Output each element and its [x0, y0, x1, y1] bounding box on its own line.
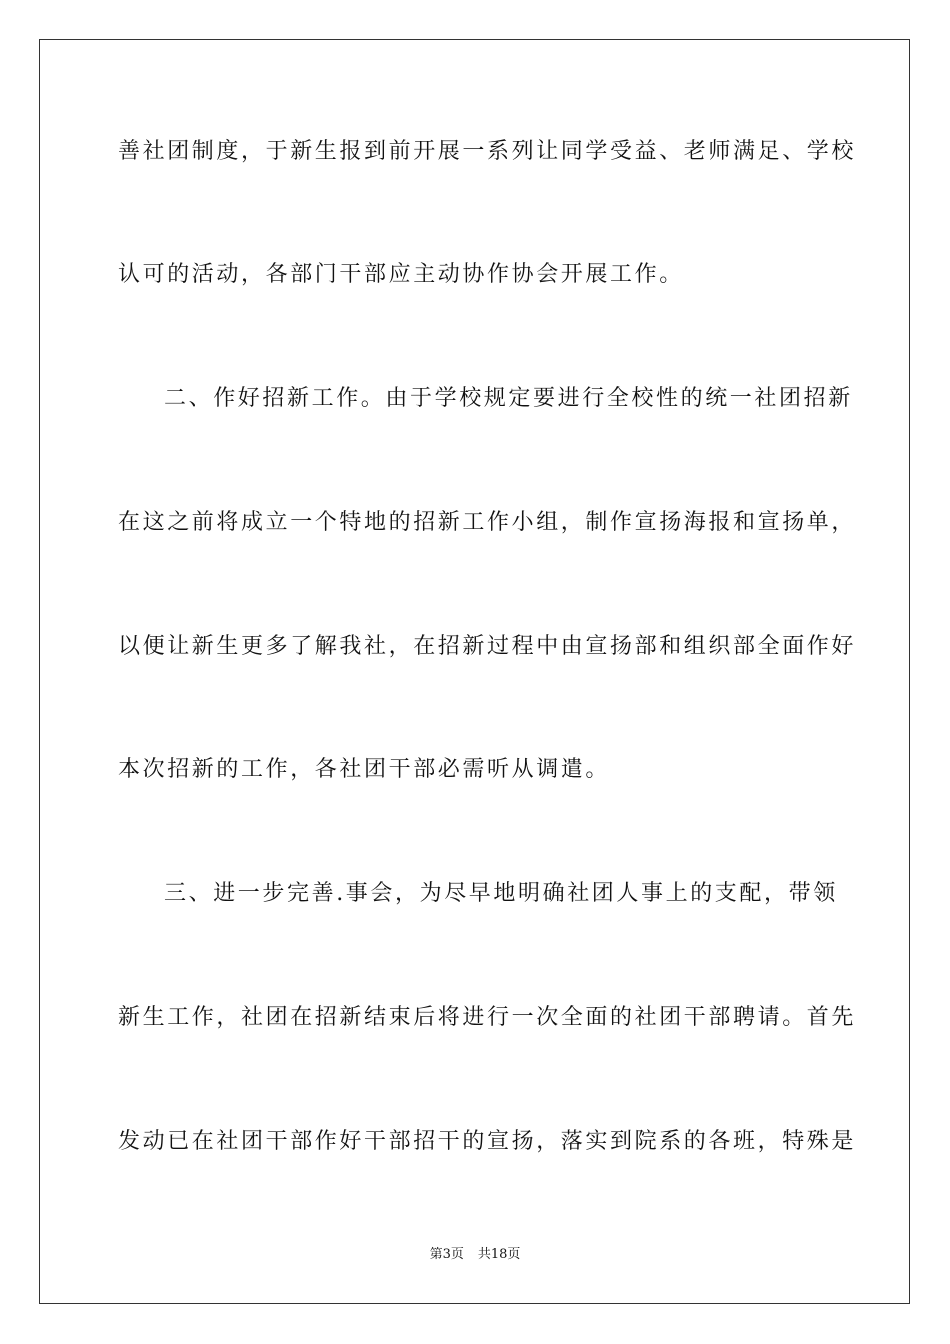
body-line-9: 发动已在社团干部作好干部招干的宣扬，落实到院系的各班，特殊是 — [118, 1129, 857, 1154]
body-line-5: 以便让新生更多了解我社，在招新过程中由宣扬部和组织部全面作好 — [118, 634, 857, 659]
page-frame — [39, 39, 910, 1304]
body-line-2: 认可的活动，各部门干部应主动协作协会开展工作。 — [118, 262, 684, 287]
body-line-1: 善社团制度，于新生报到前开展一系列让同学受益、老师满足、学校 — [118, 139, 857, 164]
page-footer — [0, 1246, 950, 1264]
body-line-4: 在这之前将成立一个特地的招新工作小组，制作宣扬海报和宣扬单， — [118, 510, 857, 535]
body-line-8: 新生工作，社团在招新结束后将进行一次全面的社团干部聘请。首先 — [118, 1005, 857, 1030]
body-line-7: 三、进一步完善.事会，为尽早地明确社团人事上的支配，带领 — [164, 881, 838, 906]
total-page-count: 共18页 — [477, 1247, 521, 1262]
body-line-6: 本次招新的工作，各社团干部必需听从调遣。 — [118, 757, 611, 782]
current-page-number: 第3页 — [429, 1247, 464, 1262]
body-line-3: 二、作好招新工作。由于学校规定要进行全校性的统一社团招新 — [164, 386, 853, 411]
